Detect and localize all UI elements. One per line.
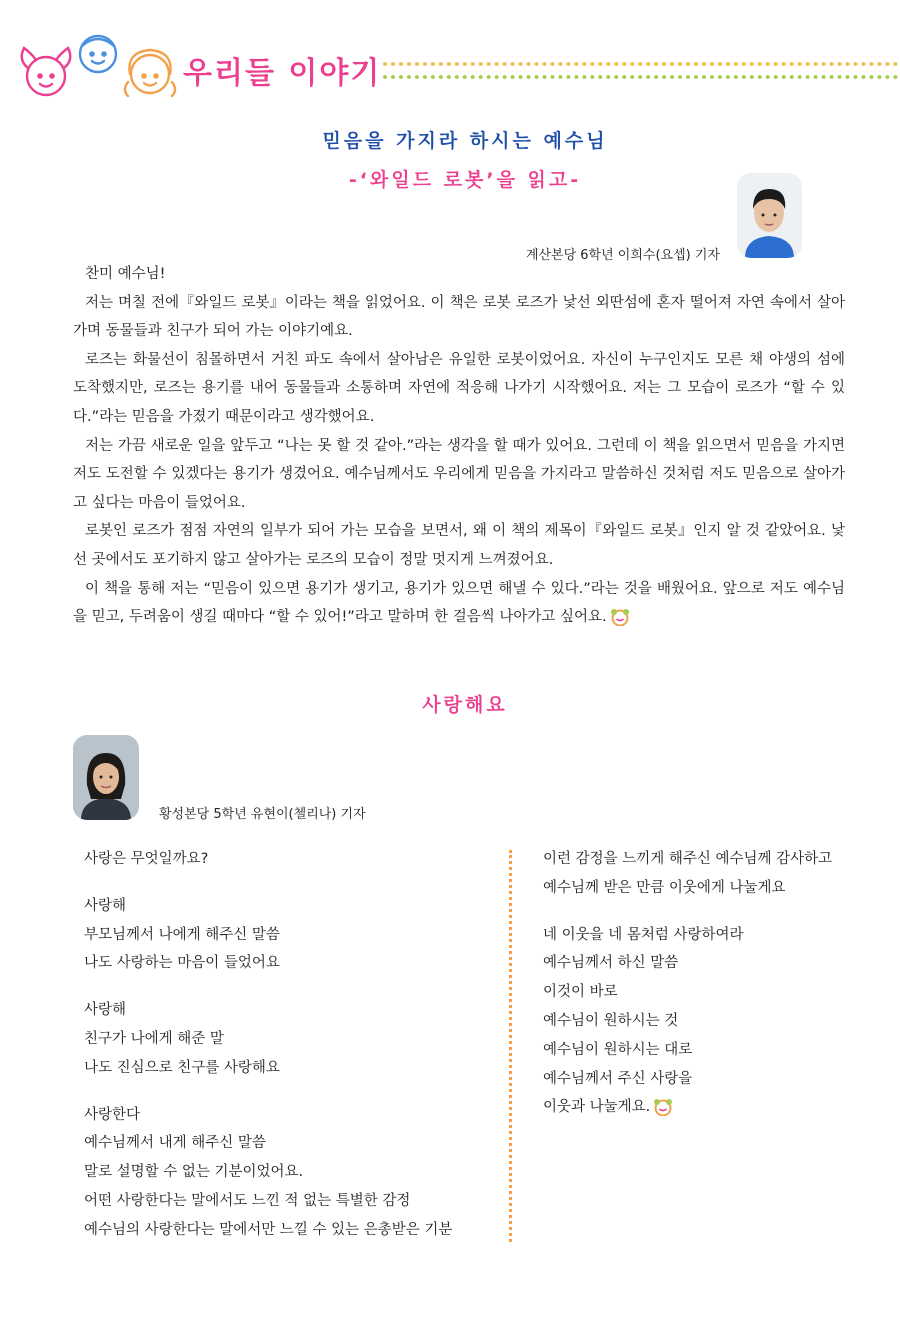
article2-title: 사랑해요 — [422, 694, 508, 716]
poem-stanza — [84, 892, 504, 978]
kids-faces-icon — [14, 30, 184, 102]
column-divider — [509, 850, 512, 1242]
poem-right-column — [543, 845, 883, 1140]
article2-byline: 황성본당 5학년 유현이(첼리나) 기자 — [159, 807, 366, 822]
article1-paragraph-last — [73, 575, 845, 632]
section-title: 우리들 이야기 — [183, 56, 382, 91]
header-divider-green — [383, 75, 898, 79]
article1-subtitle: -‘와일드 로봇’을 읽고- — [348, 169, 582, 191]
poem-line: 예수님께서 주신 사랑을 — [543, 1070, 693, 1087]
poem-line: 부모님께서 나에게 해주신 말씀 — [84, 926, 280, 943]
poem-stanza — [543, 845, 883, 903]
poem-line: 예수님께 받은 만큼 이웃에게 나눌게요 — [543, 879, 786, 896]
author1-photo — [737, 173, 802, 258]
poem-line: 사랑해 — [84, 1002, 127, 1019]
article1-paragraph: 찬미 예수님! — [85, 266, 166, 282]
poem-left-column — [84, 845, 504, 1263]
poem-line: 이웃과 나눌게요. — [543, 1099, 651, 1116]
poem-line: 네 이웃을 네 몸처럼 사랑하여라 — [543, 926, 744, 943]
header-divider-yellow — [383, 62, 898, 66]
smile-face-icon — [609, 608, 631, 626]
poem-line: 친구가 나에게 해준 말 — [84, 1030, 224, 1047]
poem-line: 나도 진심으로 친구를 사랑해요 — [84, 1059, 280, 1076]
poem-line: 사랑한다 — [84, 1106, 141, 1123]
poem-line: 사랑은 무엇일까요? — [84, 851, 209, 867]
page-header — [0, 0, 900, 110]
poem-line: 예수님께서 내게 해주신 말씀 — [84, 1135, 266, 1152]
poem-stanza — [84, 996, 504, 1082]
poem-line: 이것이 바로 — [543, 984, 618, 1001]
poem-line: 예수님이 원하시는 대로 — [543, 1041, 693, 1058]
author2-photo — [73, 735, 139, 820]
poem-line: 나도 사랑하는 마음이 들었어요 — [84, 955, 280, 972]
poem-stanza — [84, 1101, 504, 1245]
article1-paragraph: 저는 며칠 전에『와일드 로봇』이라는 책을 읽었어요. 이 책은 로봇 로즈가 낯선 외딴섬에 혼자 떨어져 자연 속에서 살아가며 동물들과 친구가 되어 가는 이야기예요. — [73, 294, 845, 340]
article1-body — [73, 260, 845, 632]
article1-paragraph: 로봇인 로즈가 점점 자연의 일부가 되어 가는 모습을 보면서, 왜 이 책의 제목이『와일드 로봇』인지 알 것 같았어요. 낯선 곳에서도 포기하지 않고 살아가는 로즈의 모습이 정말 멋지게 느껴졌어요. — [73, 523, 845, 568]
poem-line: 사랑해 — [84, 897, 127, 914]
poem-line: 이런 감정을 느끼게 해주신 예수님께 감사하고 — [543, 851, 833, 867]
poem-line: 예수님이 원하시는 것 — [543, 1012, 679, 1029]
poem-line: 말로 설명할 수 없는 기분이었어요. — [84, 1164, 304, 1181]
poem-stanza — [84, 845, 504, 874]
smile-face-icon — [652, 1098, 674, 1116]
article1-paragraph: 저는 가끔 새로운 일을 앞두고 “나는 못 할 것 같아.”라는 생각을 할 때가 있어요. 그런데 이 책을 읽으면서 믿음을 가지면 저도 도전할 수 있겠다는 용기가 생겼어요. 예수님께서도 우리에게 믿음을 가지라고 말씀하신 것처럼 저도 믿음으로 살아가고 싶다는 마음이 들었어요. — [73, 437, 845, 511]
poem-line-last — [543, 1093, 883, 1122]
poem-line: 예수님께서 하신 말씀 — [543, 955, 679, 972]
poem-stanza — [543, 921, 883, 1123]
article1-paragraph: 로즈는 화물선이 침몰하면서 거친 파도 속에서 살아남은 유일한 로봇이었어요. 자신이 누구인지도 모른 채 야생의 섬에 도착했지만, 로즈는 용기를 내어 동물들과 소통하며 자연에 적응해 나가기 시작했어요. 저는 그 모습이 로즈가 “할 수 있다.”라는 믿음을 가졌기 때문이라고 생각했어요. — [73, 351, 846, 425]
poem-line: 예수님의 사랑한다는 말에서만 느낄 수 있는 은총받은 기분 — [84, 1221, 453, 1238]
poem-line: 어떤 사랑한다는 말에서도 느낀 적 없는 특별한 감정 — [84, 1192, 411, 1209]
article1-title: 믿음을 가지라 하시는 예수님 — [322, 130, 608, 152]
article1-byline: 계산본당 6학년 이희수(요셉) 기자 — [525, 248, 720, 263]
article1-paragraph-text: 이 책을 통해 저는 “믿음이 있으면 용기가 생기고, 용기가 있으면 해낼 수 있다.”라는 것을 배웠어요. 앞으로 저도 예수님을 믿고, 두려움이 생길 때마다 “할 수 있어!”라고 말하며 한 걸음씩 나아가고 싶어요. — [73, 580, 845, 626]
